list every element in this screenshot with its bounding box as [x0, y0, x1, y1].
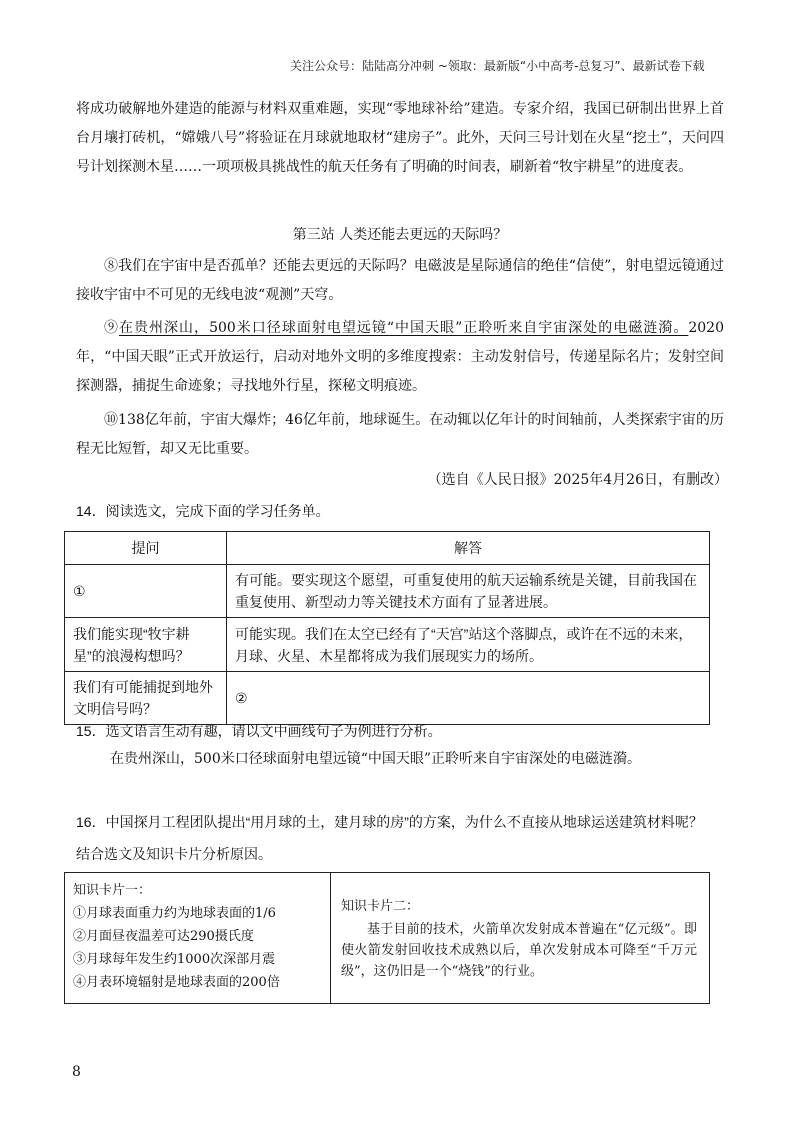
- row-3-question: 我们有可能捕捉到地外文明信号吗？: [65, 672, 227, 725]
- row-1-answer: 有可能。要实现这个愿望，可重复使用的航天运输系统是关键，目前我国在重复使用、新型动力等关键技术方面有了显著进展。: [227, 565, 710, 618]
- knowledge-card-1: [65, 873, 331, 1003]
- question-15-prompt: 15．选文语言生动有趣，请以文中画线句子为例进行分析。: [76, 723, 442, 739]
- page-header: 关注公众号：陆陆高分冲刺 ~领取：最新版“小中高考-总复习”、最新试卷下载: [290, 59, 705, 73]
- row-2-answer: 可能实现。我们在太空已经有了“天宫”站这个落脚点，或许在不远的未来，月球、火星、木星都将成为我们展现实力的场所。: [227, 618, 710, 672]
- row-3-answer: ②: [227, 672, 710, 725]
- knowledge-card-2: [331, 873, 709, 1003]
- article-source: （选自《人民日报》2025年4月26日，有删改）: [427, 472, 728, 488]
- table-row: [65, 618, 710, 672]
- task-table: [64, 531, 710, 725]
- paragraph-marker: ⑨: [104, 320, 120, 336]
- section-title: 第三站 人类还能去更远的天际吗？: [292, 227, 508, 243]
- card-2-body: 基于目前的技术，火箭单次发射成本普遍在“亿元级”。即使火箭发射回收技术成熟以后，单次发射成本可降至“千万元级”，这仍旧是一个“烧钱”的行业。: [341, 922, 697, 979]
- knowledge-cards: [64, 872, 710, 1004]
- article-paragraph-8: ⑧我们在宇宙中是否孤单？还能去更远的天际吗？电磁波是星际通信的绝佳“信使”，射电望远镜通过接收宇宙中不可见的无线电波“观测”天穹。: [76, 258, 724, 303]
- question-15-sentence: 在贵州深山，500米口径球面射电望远镜“中国天眼”正聆听来自宇宙深处的电磁涟漪。: [110, 751, 642, 767]
- underlined-sentence: 在贵州深山，500米口径球面射电望远镜“中国天眼”正聆听来自宇宙深处的电磁涟漪。: [119, 320, 689, 336]
- header-question: 提问: [65, 532, 227, 565]
- header-answer: 解答: [227, 532, 710, 565]
- question-16-prompt-line-1: 16．中国探月工程团队提出“用月球的土，建月球的房”的方案，为什么不直接从地球运送建筑材料呢？: [76, 814, 703, 830]
- card-1-item: ③月球每年发生约1000次深部月震: [73, 952, 276, 967]
- paragraph-9-rest: 2020年，“中国天眼”正式开放运行，启动对地外文明的多维度搜索：主动发射信号，传递星际名片；发射空间探测器，捕捉生命迹象；寻找地外行星，探秘文明痕迹。: [76, 320, 724, 394]
- table-row: [65, 565, 710, 618]
- page-number: 8: [72, 1064, 81, 1080]
- question-16-prompt-line-2: 结合选文及知识卡片分析原因。: [76, 846, 272, 862]
- task-table-header: [65, 532, 710, 565]
- article-paragraph-9: [76, 314, 724, 401]
- article-paragraph-continued: 将成功破解地外建造的能源与材料双重难题，实现“零地球补给”建造。专家介绍，我国已研制出世界上首台月壤打砖机，“嫦娥八号”将验证在月球就地取材“建房子”。此外，天问三号计划在火星“挖土”，天问四号计划探测木星……一项项极具挑战性的航天任务有了明确的时间表，刷新着“牧宇耕星”的进度表。: [76, 101, 724, 175]
- row-1-question: ①: [65, 565, 227, 618]
- row-2-question: 我们能实现“牧宇耕星”的浪漫构想吗？: [65, 618, 227, 672]
- article-paragraph-10: ⑩138亿年前，宇宙大爆炸；46亿年前，地球诞生。在动辄以亿年计的时间轴前，人类探索宇宙的历程无比短暂，却又无比重要。: [76, 412, 724, 457]
- card-1-title: 知识卡片一：: [73, 883, 152, 898]
- card-2-title: 知识卡片二：: [341, 899, 420, 914]
- card-1-item: ①月球表面重力约为地球表面的1/6: [73, 906, 276, 921]
- card-1-item: ④月表环境辐射是地球表面的200倍: [73, 975, 280, 990]
- card-1-item: ②月面昼夜温差可达290摄氏度: [73, 929, 254, 944]
- question-14-prompt: 14．阅读选文，完成下面的学习任务单。: [76, 503, 330, 519]
